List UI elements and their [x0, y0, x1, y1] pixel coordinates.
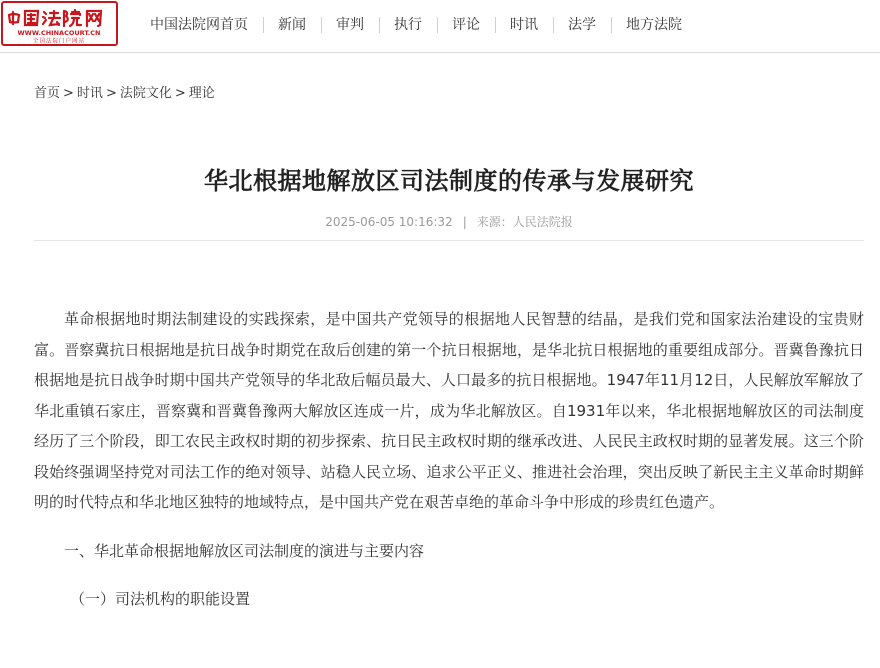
site-header [0, 0, 880, 53]
meta-separator: | [462, 215, 467, 229]
article-datetime: 2025-06-05 10:16:32 [325, 215, 453, 229]
article-paragraph: 革命根据地时期法制建设的实践探索，是中国共产党领导的根据地人民智慧的结晶，是我们党和国家法治建设的宝贵财富。晋察冀抗日根据地是抗日战争时期党在敌后创建的第一个抗日根据地，是华北抗日根据地的重要组成部分。晋冀鲁豫抗日根据地是抗日战争时期中国共产党领导的华北敌后幅员最大、人口最多的抗日根据地。1947年11月12日，人民解放军解放了华北重镇石家庄，晋察冀和晋冀鲁豫两大解放区连成一片，成为华北解放区。自1931年以来，华北根据地解放区的司法制度经历了三个阶段，即工农民主政权时期的初步探索、抗日民主政权时期的继承改进、人民民主政权时期的显著发展。这三个阶段始终强调坚持党对司法工作的绝对领导、站稳人民立场、追求公平正义、推进社会治理，突出反映了新民主主义革命时期鲜明的时代特点和华北地区独特的地域特点，是中国共产党在艰苦卓绝的革命斗争中形成的珍贵红色遗产。 [34, 310, 864, 511]
logo-tagline: 全国法院门户网站 [32, 38, 86, 44]
main-nav [135, 0, 697, 50]
nav-item-enforcement[interactable]: 执行 [379, 0, 437, 50]
nav-item-jurisprudence[interactable]: 法学 [553, 0, 611, 50]
breadcrumb-bulletin[interactable]: 时讯 [76, 86, 103, 101]
breadcrumb [34, 82, 215, 101]
breadcrumb-court-culture[interactable]: 法院文化 [119, 86, 172, 101]
site-logo[interactable] [1, 1, 118, 46]
breadcrumb-separator: > [63, 86, 74, 101]
article-title: 华北根据地解放区司法制度的传承与发展研究 [204, 167, 694, 196]
breadcrumb-separator: > [174, 86, 186, 101]
breadcrumb-separator: > [105, 86, 117, 101]
nav-item-trials[interactable]: 审判 [321, 0, 379, 50]
article-source: 来源：人民法院报 [476, 215, 573, 229]
subsection-heading: （一）司法机构的职能设置 [70, 590, 251, 608]
nav-item-bulletin[interactable]: 时讯 [495, 0, 553, 50]
article-meta [0, 213, 880, 230]
nav-item-home[interactable]: 中国法院网首页 [150, 17, 248, 33]
nav-item-local-courts[interactable]: 地方法院 [611, 0, 697, 50]
section-heading: 一、华北革命根据地解放区司法制度的演进与主要内容 [64, 541, 425, 560]
chinacourt-logo-image [3, 3, 116, 44]
nav-item-commentary[interactable]: 评论 [437, 0, 495, 50]
nav-item-news[interactable]: 新闻 [263, 0, 321, 50]
title-divider [34, 240, 864, 241]
article-body [34, 304, 864, 615]
breadcrumb-theory[interactable]: 理论 [188, 86, 215, 101]
logo-domain: WWW.CHINACOURT.CN [17, 29, 101, 37]
breadcrumb-home[interactable]: 首页 [34, 86, 61, 101]
